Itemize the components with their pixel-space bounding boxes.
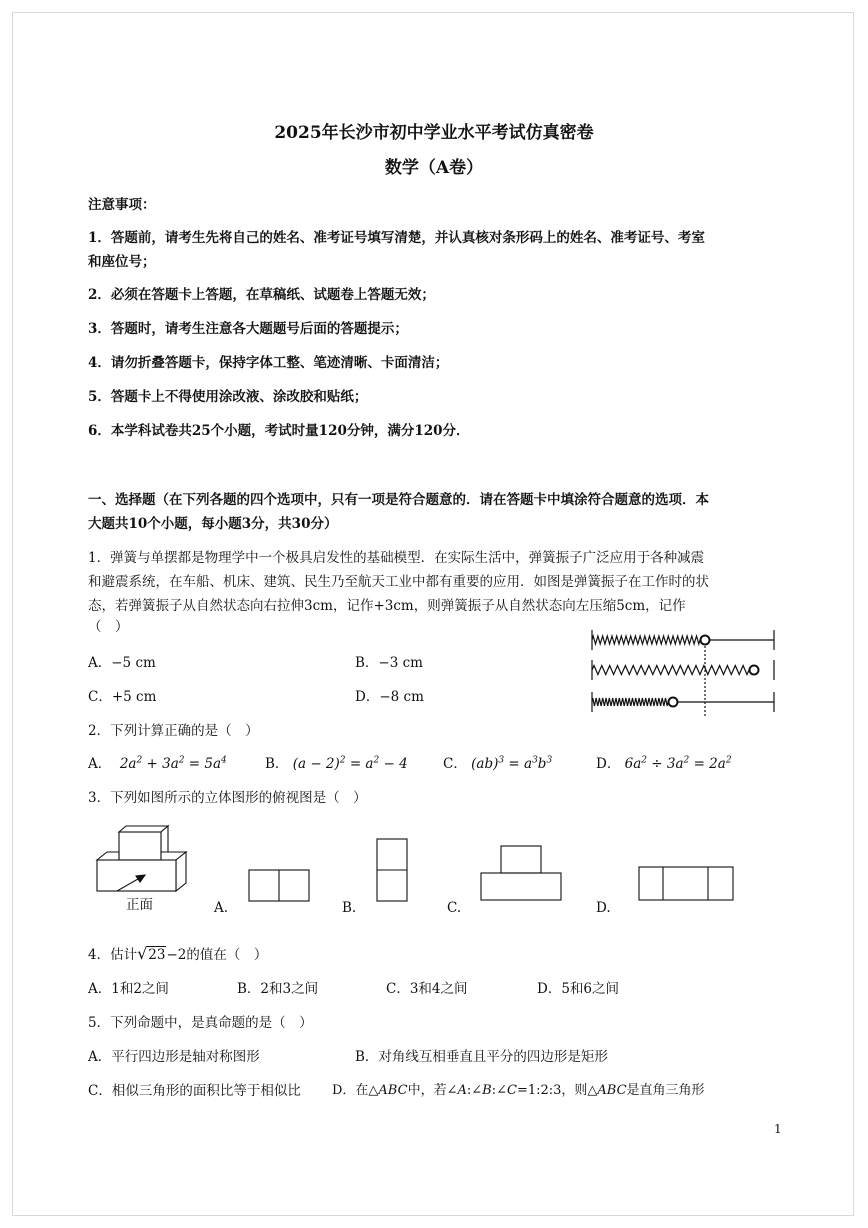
q1-text: 和避震系统，在车船、机床、建筑、民生乃至航天工业中都有重要的应用．如图是弹簧振子在工作时的状 <box>88 574 709 590</box>
spring-oscillator-figure <box>588 626 780 720</box>
q4-option-c: C．3和4之间 <box>386 981 468 997</box>
notice-line: 3．答题时，请考生注意各大题题号后面的答题提示； <box>88 321 408 337</box>
q5-option-a: A．平行四边形是轴对称图形 <box>88 1049 260 1065</box>
q3-option-b-label: B. <box>342 900 357 916</box>
q5-stem: 5．下列命题中，是真命题的是（ ） <box>88 1015 313 1031</box>
notice-line: 2．必须在答题卡上答题，在草稿纸、试题卷上答题无效； <box>88 287 435 303</box>
q1-option-b: B．−3 cm <box>355 655 423 671</box>
q4-stem: 4．估计√23−2的值在（ ） <box>88 944 268 963</box>
notice-line: 4．请勿折叠答题卡，保持字体工整、笔迹清晰、卡面清洁； <box>88 355 449 371</box>
q3-option-c-figure <box>480 845 562 901</box>
q1-text: （ ） <box>88 619 129 635</box>
notice-heading: 注意事项： <box>88 197 156 213</box>
q2-option-b: B． $(a - 2)^2 = a^2 - 4$ <box>265 755 408 772</box>
q4-option-b: B．2和3之间 <box>237 981 319 997</box>
q5-option-d: D．在△ABC中，若∠A:∠B:∠C=1:2:3，则△ABC是直角三角形 <box>332 1083 705 1098</box>
q1-text: 1．弹簧与单摆都是物理学中一个极具启发性的基础模型．在实际生活中，弹簧振子广泛应用于各种减震 <box>88 550 705 566</box>
section-heading: 大题共10个小题，每小题3分，共30分） <box>88 516 338 532</box>
q3-option-c-label: C. <box>447 900 462 916</box>
q3-option-a-figure <box>248 869 310 902</box>
notice-line: 和座位号； <box>88 254 156 270</box>
q2-stem: 2．下列计算正确的是（ ） <box>88 723 259 739</box>
solid-figure <box>90 824 192 894</box>
q2-option-c: C． $(ab)^3 = a^3b^3$ <box>443 755 553 772</box>
q1-option-c: C．+5 cm <box>88 689 157 705</box>
page-number: 1 <box>774 1122 782 1136</box>
q2-option-a: A． $2a^2 + 3a^2 = 5a^4$ <box>88 755 227 772</box>
q4-option-d: D．5和6之间 <box>537 981 620 997</box>
q3-stem: 3．下列如图所示的立体图形的俯视图是（ ） <box>88 790 367 806</box>
q1-text: 态，若弹簧振子从自然状态向右拉伸3cm，记作+3cm，则弹簧振子从自然状态向左压缩5cm，记作 <box>88 598 686 614</box>
q1-option-d: D．−8 cm <box>355 689 424 705</box>
q3-option-d-label: D. <box>596 900 611 916</box>
front-view-label: 正面 <box>126 897 153 913</box>
q5-option-b: B．对角线互相垂直且平分的四边形是矩形 <box>355 1049 608 1065</box>
q1-option-a: A．−5 cm <box>88 655 156 671</box>
notice-line: 1．答题前，请考生先将自己的姓名、准考证号填写清楚，并认真核对条形码上的姓名、准考证号、考室 <box>88 230 705 246</box>
q3-option-a-label: A. <box>214 900 229 916</box>
page-title: 2025年长沙市初中学业水平考试仿真密卷 <box>274 123 594 143</box>
q2-option-d: D． $6a^2 \div 3a^2 = 2a^2$ <box>596 755 732 772</box>
q3-option-b-figure <box>376 838 408 902</box>
notice-line: 6．本学科试卷共25个小题，考试时量120分钟，满分120分． <box>88 423 470 439</box>
page-subtitle: 数学（A卷） <box>384 158 484 178</box>
section-heading: 一、选择题（在下列各题的四个选项中，只有一项是符合题意的．请在答题卡中填涂符合题意的选项．本 <box>88 492 709 508</box>
q5-option-c: C．相似三角形的面积比等于相似比 <box>88 1083 301 1099</box>
notice-line: 5．答题卡上不得使用涂改液、涂改胶和贴纸； <box>88 389 368 405</box>
q3-option-d-figure <box>638 866 734 901</box>
q4-option-a: A．1和2之间 <box>88 981 169 997</box>
